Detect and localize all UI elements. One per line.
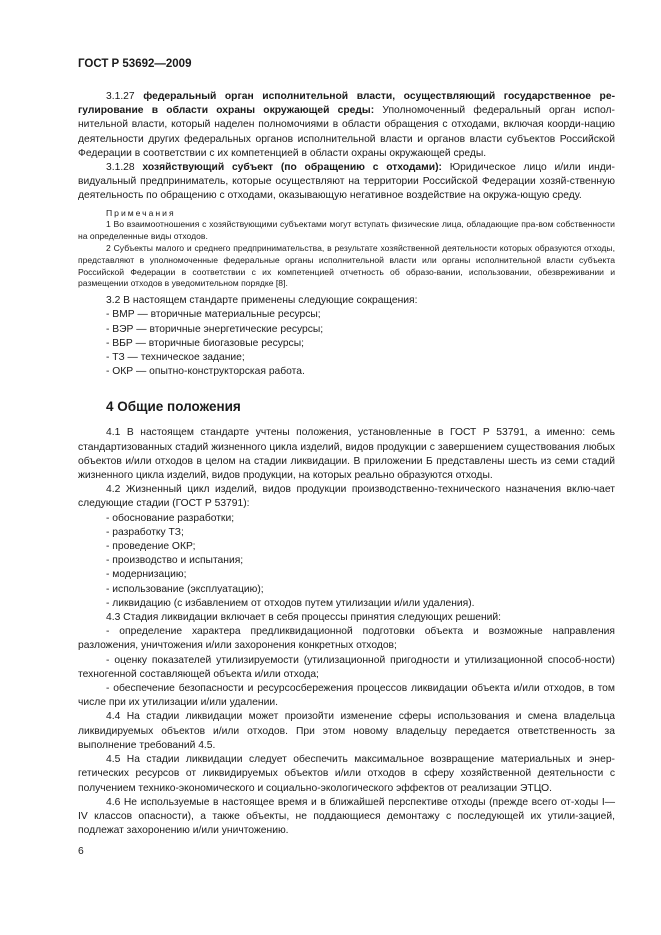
clause-4-3-intro: 4.3 Стадия ликвидации включает в себя процессы принятия следующих решений: — [106, 612, 502, 624]
clause-4-4: 4.4 На стадии ликвидации может произойти изменение сферы использования и смена владельца ликвидируемых объектов и/или отходов. При этом новому владельцу передается ответственность за выполнение требований 4.5. — [78, 711, 615, 751]
clause-4-5: 4.5 На стадии ликвидации следует обеспечить максимальное возвращение материальных и энер-гетических ресурсов от ликвидируемых объектов и/или отходов в сферу хозяйственной деятельности с получением технико-экономического и социально-экологического эффектов от реализации ЭТЦО. — [78, 754, 615, 794]
clause-number: 3.1.28 — [106, 162, 135, 174]
clause-3-2-intro: 3.2 В настоящем стандарте применены следующие сокращения: — [106, 295, 418, 307]
list-item: - ВМР — вторичные материальные ресурсы; — [106, 309, 321, 321]
notes-title: Примечания — [106, 207, 176, 218]
list-item: - ВЭР — вторичные энергетические ресурсы; — [106, 323, 324, 335]
document-header: ГОСТ Р 53692—2009 — [78, 58, 192, 70]
clause-number: 3.1.27 — [106, 91, 135, 102]
clause-3-1-27 — [78, 90, 615, 161]
list-item: - ОКР — опытно-конструкторская работа. — [106, 366, 305, 378]
clause-4-6: 4.6 Не используемые в настоящее время и в ближайшей перспективе отходы (прежде всего от-ходы I—IV классов опасности), а также объекты, не поддающиеся демонтажу с последующей их утили-зацией, подлежат захоронению и/или уничтожению. — [78, 796, 615, 837]
clause-definition: Уполномоченный федеральный орган испол-нительной власти, который наделен полномочиями в области обращения с отходами, включая коорди-нацию деятельности других федеральных органов исполнительной власти и органов власти субъектов Российской Федерации в соответствии с их компетенцией в области охраны окружающей среды. — [78, 105, 615, 159]
clause-4-1: 4.1 В настоящем стандарте учтены положения, установленные в ГОСТ Р 53791, а именно: семь стандартизованных стадий жизненного цикла изделий, видов продукции с завершением существования любых объектов и/или отходов в целом на стадии ликвидации. В приложении Б представлены шесть из семи стадий жизненного цикла изделий, видов продукции, на которых реально образуются отходы. — [78, 427, 615, 482]
list-item: - ликвидацию (с избавлением от отходов путем утилизации и/или удаления). — [106, 597, 475, 609]
note-2: 2 Субъекты малого и среднего предпринимательства, в результате хозяйственной деятельности которых образуются отходы, представляют в уполномоченные федеральные органы исполнительной власти или органы исполнительной власти субъекта Российской Федерации в соответствии с их компетенцией отчетность об образо-вании, использовании, обезвреживании и размещении отходов в уведомительном порядке [8]. — [78, 243, 615, 289]
list-item: - использование (эксплуатацию); — [106, 583, 264, 595]
list-item: - модернизацию; — [106, 569, 187, 581]
clause-definition: Юридическое лицо и/или инди-видуальный предприниматель, которые осуществляют на территории Российской Федерации хозяй-ственную деятельность по обращению с отходами, оказывающую негативное воздействие на окружа-ющую среду. — [78, 162, 615, 202]
list-item: - обеспечение безопасности и ресурсосбережения процессов ликвидации объекта и/или отходов, в том числе при их утилизации и/или удалении. — [78, 683, 615, 709]
list-item: - определение характера предликвидационной подготовки объекта и возможные направления разложения, уничтожения и/или захоронения конкретных отходов; — [78, 626, 615, 652]
notes-block — [78, 208, 615, 291]
page-number: 6 — [78, 846, 84, 857]
list-item: - оценку показателей утилизируемости (утилизационной пригодности и утилизационной способ-ности) техногенной составляющей объекта и/или отхода; — [78, 654, 615, 680]
list-item: - обоснование разработки; — [106, 512, 235, 524]
document-body — [78, 90, 615, 838]
section-4-title: 4 Общие положения — [106, 399, 241, 415]
clause-term: хозяйствующий субъект (по обращению с отходами): — [142, 162, 442, 174]
clause-3-1-28 — [78, 161, 615, 204]
note-1: 1 Во взаимоотношения с хозяйствующими субъектами могут вступать физические лица, обладающие пра-вом собственности на определенные виды отходов. — [78, 219, 615, 242]
list-item: - проведение ОКР; — [106, 541, 196, 553]
list-item: - разработку ТЗ; — [106, 526, 184, 538]
clause-term: федеральный орган исполнительной власти, осуществляющий государственное ре-гулирование в области охраны окружающей среды: — [78, 91, 615, 117]
list-item: - производство и испытания; — [106, 555, 244, 567]
list-item: - ТЗ — техническое задание; — [106, 352, 245, 364]
list-item: - ВБР — вторичные биогазовые ресурсы; — [106, 337, 304, 349]
clause-4-2-intro: 4.2 Жизненный цикл изделий, видов продукции производственно-технического назначения вклю-чает следующие стадии (ГОСТ Р 53791): — [78, 484, 615, 510]
